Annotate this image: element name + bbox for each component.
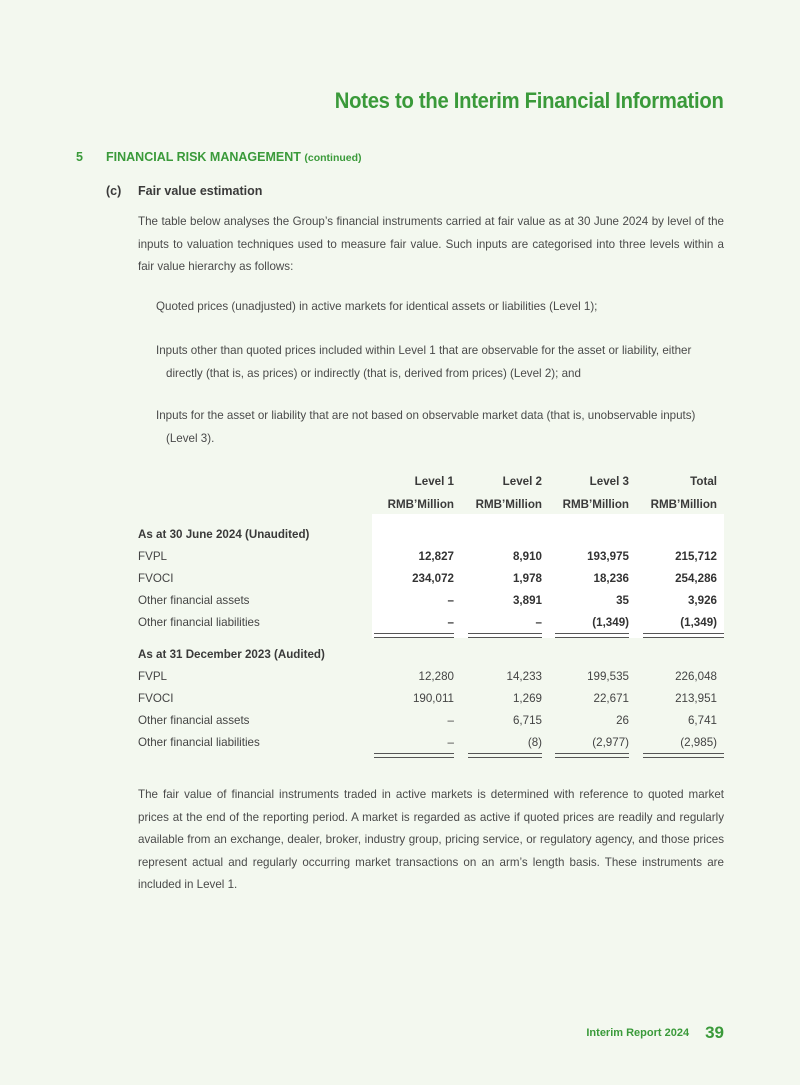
subsection-heading xyxy=(106,184,262,198)
cell-value: (2,985) xyxy=(680,736,717,749)
table-row xyxy=(138,688,724,710)
section-title: FINANCIAL RISK MANAGEMENT xyxy=(106,150,301,164)
double-underline xyxy=(643,633,724,638)
cell-value: (1,349) xyxy=(592,616,629,629)
cell-value: (8) xyxy=(527,736,542,749)
row-label: Other financial liabilities xyxy=(138,616,260,629)
col-header-level-2 xyxy=(452,470,542,516)
level-3-definition xyxy=(156,405,724,450)
level-2-text: Inputs other than quoted prices included within Level 1 that are observable for the asset or liability, either directly (that is, as prices) or indirectly (that is, derived from prices) (Level 2); and xyxy=(156,344,692,380)
table-row xyxy=(138,590,724,612)
table-row xyxy=(138,568,724,590)
cell-value: 1,978 xyxy=(512,572,542,585)
cell-value: 8,910 xyxy=(512,550,542,563)
subsection-title: Fair value estimation xyxy=(138,184,263,198)
cell-value: – xyxy=(535,616,542,629)
cell-value: 18,236 xyxy=(593,572,629,585)
cell-value: 3,891 xyxy=(512,594,542,607)
section-continued: (continued) xyxy=(304,152,362,164)
row-label: Other financial assets xyxy=(138,714,250,727)
col-unit: RMB’Million xyxy=(562,498,629,511)
col-header-total xyxy=(627,470,717,516)
cell-value: 226,048 xyxy=(675,670,717,683)
col-unit: RMB’Million xyxy=(387,498,454,511)
double-underline xyxy=(555,753,629,758)
cell-value: 35 xyxy=(616,594,629,607)
level-3-text: Inputs for the asset or liability that are not based on observable market data (that is, unobservable inputs) (Level 3). xyxy=(156,409,696,445)
cell-value: 234,072 xyxy=(412,572,454,585)
row-label: FVOCI xyxy=(138,572,174,585)
cell-value: 215,712 xyxy=(675,550,717,563)
subsection-letter: (c) xyxy=(106,184,122,198)
cell-value: 213,951 xyxy=(675,692,717,705)
cell-value: 190,011 xyxy=(412,692,454,705)
row-label: Other financial liabilities xyxy=(138,736,260,749)
col-header-level-3 xyxy=(539,470,629,516)
cell-value: 26 xyxy=(616,714,629,727)
table-row xyxy=(138,546,724,568)
table-row xyxy=(138,666,724,688)
group-title-text: As at 31 December 2023 (Audited) xyxy=(138,648,325,661)
table-row xyxy=(138,710,724,732)
cell-value: 1,269 xyxy=(512,692,542,705)
cell-value: (1,349) xyxy=(680,616,717,629)
col-unit: RMB’Million xyxy=(650,498,717,511)
intro-paragraph: The table below analyses the Group’s financial instruments carried at fair value as at 30 June 2024 by level of the inputs to valuation techniques used to measure fair value. Such inputs are categorised into three levels within a fair value hierarchy as follows: xyxy=(138,215,724,273)
double-underline xyxy=(468,753,542,758)
col-header-level-1 xyxy=(364,470,454,516)
cell-value: – xyxy=(447,736,454,749)
col-name: Level 2 xyxy=(502,475,542,488)
double-underline xyxy=(374,753,454,758)
double-underline xyxy=(374,633,454,638)
col-name: Level 1 xyxy=(414,475,454,488)
double-underline xyxy=(468,633,542,638)
cell-value: 22,671 xyxy=(593,692,629,705)
col-unit: RMB’Million xyxy=(475,498,542,511)
table-row xyxy=(138,612,724,634)
cell-value: (2,977) xyxy=(592,736,629,749)
table-row xyxy=(138,732,724,754)
closing-paragraph: The fair value of financial instruments traded in active markets is determined with reference to quoted market prices at the end of the reporting period. A market is regarded as active if quoted prices are readily and regularly available from an exchange, dealer, broker, industry group, pricing service, or regulatory agency, and those prices represent actual and regularly occurring market transactions on an arm’s length basis. These instruments are included in Level 1. xyxy=(138,788,724,891)
section-heading xyxy=(76,150,362,164)
level-1-definition xyxy=(156,296,724,319)
double-underline xyxy=(555,633,629,638)
cell-value: 193,975 xyxy=(587,550,629,563)
row-label: FVPL xyxy=(138,550,167,563)
cell-value: 14,233 xyxy=(506,670,542,683)
cell-value: – xyxy=(447,594,454,607)
cell-value: 6,715 xyxy=(512,714,542,727)
page-footer xyxy=(586,1023,724,1043)
row-label: FVOCI xyxy=(138,692,174,705)
section-number: 5 xyxy=(76,150,83,164)
double-underline xyxy=(643,753,724,758)
cell-value: 6,741 xyxy=(687,714,717,727)
cell-value: 199,535 xyxy=(587,670,629,683)
level-1-text: Quoted prices (unadjusted) in active markets for identical assets or liabilities (Level 1); xyxy=(156,300,598,313)
group-title-text: As at 30 June 2024 (Unaudited) xyxy=(138,528,310,541)
cell-value: 3,926 xyxy=(687,594,717,607)
page-header-title: Notes to the Interim Financial Information xyxy=(335,88,724,113)
cell-value: 12,280 xyxy=(418,670,454,683)
level-2-definition xyxy=(156,340,724,385)
row-label: Other financial assets xyxy=(138,594,250,607)
cell-value: – xyxy=(447,616,454,629)
cell-value: 12,827 xyxy=(418,550,454,563)
group-title-2023 xyxy=(138,644,724,666)
cell-value: – xyxy=(447,714,454,727)
col-name: Level 3 xyxy=(589,475,629,488)
group-title-2024 xyxy=(138,524,724,546)
page-number: 39 xyxy=(705,1023,724,1042)
row-label: FVPL xyxy=(138,670,167,683)
report-name: Interim Report 2024 xyxy=(586,1027,690,1039)
cell-value: 254,286 xyxy=(675,572,717,585)
col-name: Total xyxy=(690,475,717,488)
